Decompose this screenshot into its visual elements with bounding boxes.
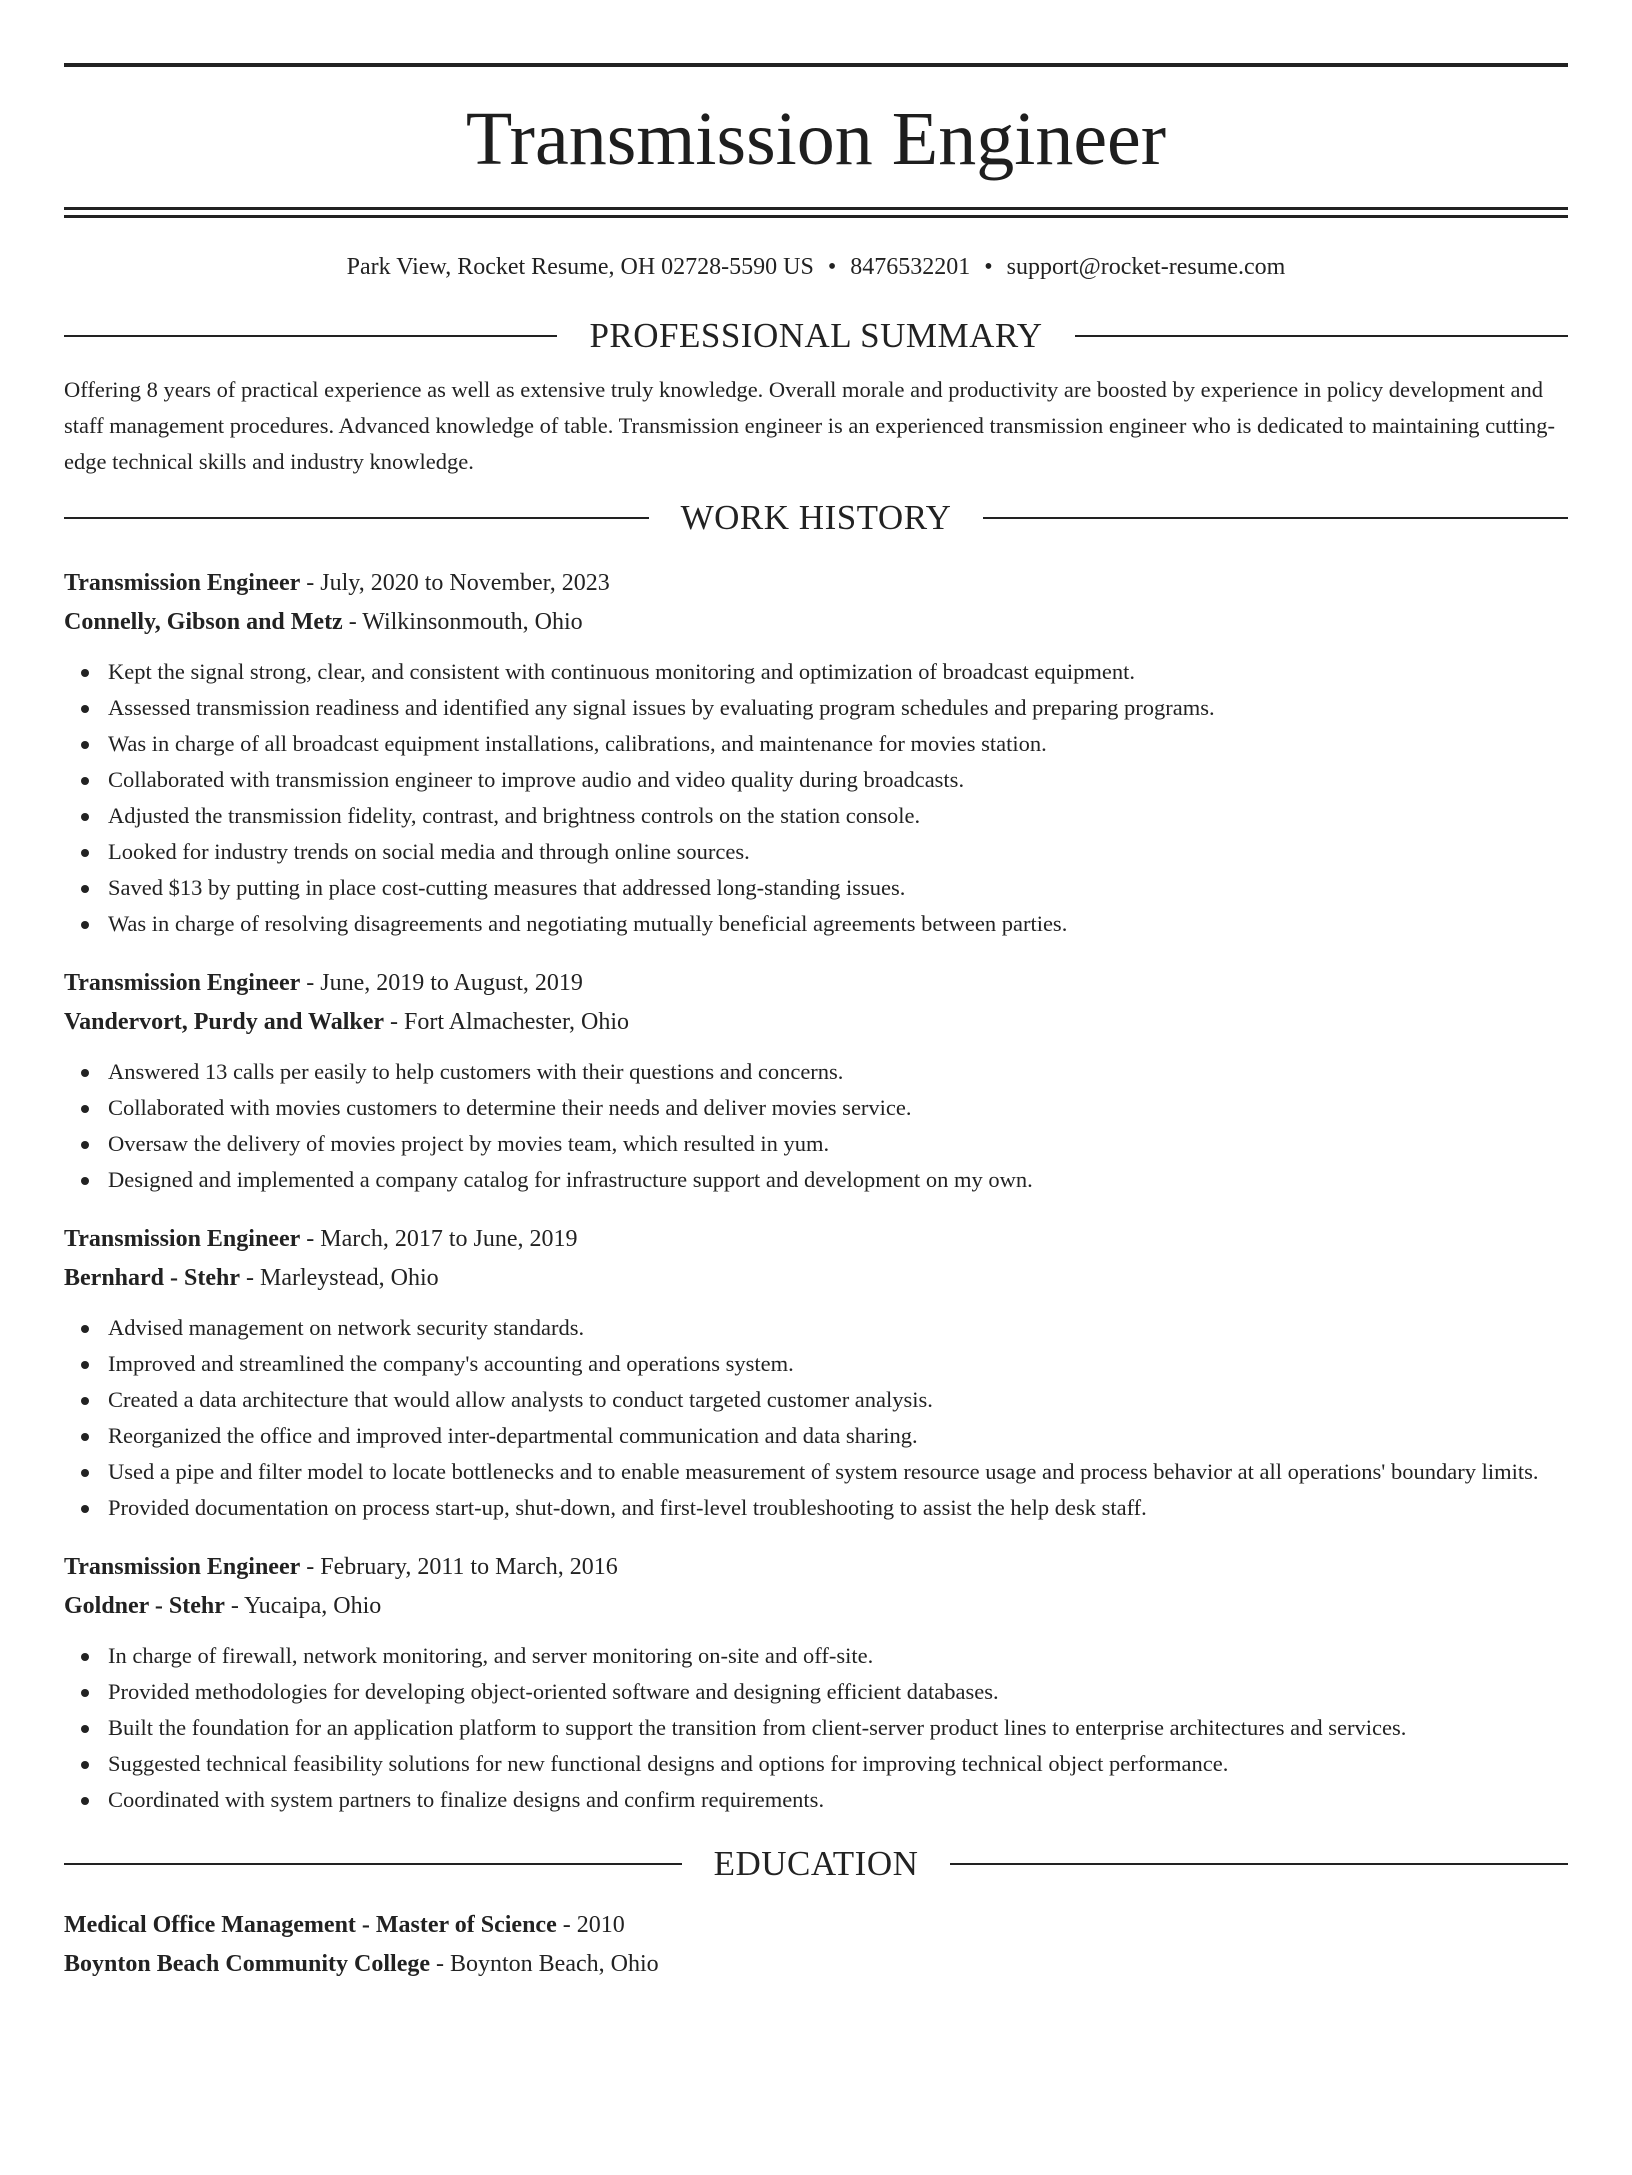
job-bullet: Provided methodologies for developing object-oriented software and designing efficient databases. (108, 1674, 1568, 1710)
job-bullet: Collaborated with transmission engineer to improve audio and video quality during broadcasts. (108, 762, 1568, 798)
job-bullets (64, 1054, 1568, 1198)
education-year: - 2010 (556, 1912, 625, 1938)
job-bullet: Saved $13 by putting in place cost-cutting measures that addressed long-standing issues. (108, 870, 1568, 906)
job-company-line (64, 1003, 1568, 1042)
job-dates: - July, 2020 to November, 2023 (300, 570, 610, 596)
heading-rule (1075, 335, 1568, 337)
job-bullet: Looked for industry trends on social media and through online sources. (108, 834, 1568, 870)
resume-name: Transmission Engineer (465, 97, 1167, 181)
contact-line (64, 252, 1568, 282)
job-bullet: Adjusted the transmission fidelity, contrast, and brightness controls on the station console. (108, 798, 1568, 834)
job-dates: - June, 2019 to August, 2019 (300, 970, 583, 996)
job-bullet: Built the foundation for an application platform to support the transition from client-server product lines to enterprise architectures and services. (108, 1710, 1568, 1746)
job-company-line (64, 1259, 1568, 1298)
job-title-line (64, 1220, 1568, 1259)
resume-page (0, 63, 1632, 2175)
job-title-line (64, 1548, 1568, 1587)
job-bullet: Was in charge of all broadcast equipment installations, calibrations, and maintenance for movies station. (108, 726, 1568, 762)
contact-phone: 8476532201 (850, 254, 971, 280)
contact-separator: • (984, 254, 993, 280)
section-heading-label: EDUCATION (713, 1844, 919, 1883)
education-degree-line (64, 1906, 1568, 1945)
job-bullet: Suggested technical feasibility solutions for new functional designs and options for improving technical object performance. (108, 1746, 1568, 1782)
heading-rule (983, 517, 1568, 519)
job-company: Bernhard - Stehr (64, 1265, 240, 1291)
job-bullet: Assessed transmission readiness and identified any signal issues by evaluating program schedules and preparing programs. (108, 690, 1568, 726)
job-bullet: Coordinated with system partners to finalize designs and confirm requirements. (108, 1782, 1568, 1818)
header-double-rule (64, 207, 1568, 218)
summary-text: Offering 8 years of practical experience as well as extensive truly knowledge. Overall morale and productivity are boosted by experience in policy development and staff management procedures. Advanced knowledge of table. Transmission engineer is an experienced transmission engineer who is dedicated to maintaining cutting-edge technical skills and industry knowledge. (64, 377, 1556, 474)
job-bullet: Improved and streamlined the company's accounting and operations system. (108, 1346, 1568, 1382)
job-entry (64, 1548, 1568, 1818)
section-heading-label: WORK HISTORY (680, 498, 952, 537)
job-bullet: In charge of firewall, network monitoring, and server monitoring on-site and off-site. (108, 1638, 1568, 1674)
contact-separator: • (827, 254, 837, 280)
job-bullet: Oversaw the delivery of movies project by movies team, which resulted in yum. (108, 1126, 1568, 1162)
job-bullet: Reorganized the office and improved inter-departmental communication and data sharing. (108, 1418, 1568, 1454)
heading-rule (64, 517, 649, 519)
job-dates: - March, 2017 to June, 2019 (300, 1226, 578, 1252)
job-role: Transmission Engineer (64, 1554, 301, 1580)
section-heading-work (64, 498, 1568, 538)
job-bullets (64, 654, 1568, 942)
top-rule (64, 63, 1568, 67)
job-bullet: Used a pipe and filter model to locate bottlenecks and to enable measurement of system resource usage and process behavior at all operations' boundary limits. (108, 1454, 1568, 1490)
job-bullet: Designed and implemented a company catalog for infrastructure support and development on my own. (108, 1162, 1568, 1198)
education-school-line (64, 1945, 1568, 1984)
job-entry (64, 1220, 1568, 1526)
job-title-line (64, 964, 1568, 1003)
section-heading-label: PROFESSIONAL SUMMARY (589, 316, 1043, 355)
education-school: Boynton Beach Community College (64, 1951, 430, 1977)
section-heading-summary (64, 316, 1568, 356)
job-role: Transmission Engineer (64, 570, 301, 596)
contact-address: Park View, Rocket Resume, OH 02728-5590 US (346, 254, 814, 280)
job-location: - Wilkinsonmouth, Ohio (342, 609, 583, 635)
contact-email: support@rocket-resume.com (1006, 254, 1286, 280)
education-degree: Medical Office Management - Master of Science (64, 1912, 557, 1938)
job-role: Transmission Engineer (64, 1226, 301, 1252)
job-location: - Marleystead, Ohio (240, 1265, 439, 1291)
job-bullet: Answered 13 calls per easily to help customers with their questions and concerns. (108, 1054, 1568, 1090)
job-bullet: Created a data architecture that would allow analysts to conduct targeted customer analysis. (108, 1382, 1568, 1418)
job-bullet: Advised management on network security standards. (108, 1310, 1568, 1346)
section-heading-education (64, 1844, 1568, 1884)
job-bullet: Was in charge of resolving disagreements and negotiating mutually beneficial agreements between parties. (108, 906, 1568, 942)
job-title-line (64, 564, 1568, 603)
heading-rule (64, 335, 557, 337)
job-role: Transmission Engineer (64, 970, 301, 996)
job-bullets (64, 1638, 1568, 1818)
heading-rule (950, 1863, 1568, 1865)
job-bullets (64, 1310, 1568, 1526)
job-bullet: Provided documentation on process start-up, shut-down, and first-level troubleshooting to assist the help desk staff. (108, 1490, 1568, 1526)
job-company: Connelly, Gibson and Metz (64, 609, 343, 635)
job-entry (64, 964, 1568, 1198)
job-bullet: Kept the signal strong, clear, and consistent with continuous monitoring and optimization of broadcast equipment. (108, 654, 1568, 690)
education-entry (64, 1906, 1568, 1984)
job-company: Vandervort, Purdy and Walker (64, 1009, 385, 1035)
education-location: - Boynton Beach, Ohio (430, 1951, 659, 1977)
job-dates: - February, 2011 to March, 2016 (300, 1554, 618, 1580)
heading-rule (64, 1863, 682, 1865)
job-bullet: Collaborated with movies customers to determine their needs and deliver movies service. (108, 1090, 1568, 1126)
job-entry (64, 564, 1568, 942)
job-company: Goldner - Stehr (64, 1593, 225, 1619)
job-location: - Yucaipa, Ohio (224, 1593, 382, 1619)
job-location: - Fort Almachester, Ohio (384, 1009, 630, 1035)
job-company-line (64, 1587, 1568, 1626)
job-company-line (64, 603, 1568, 642)
